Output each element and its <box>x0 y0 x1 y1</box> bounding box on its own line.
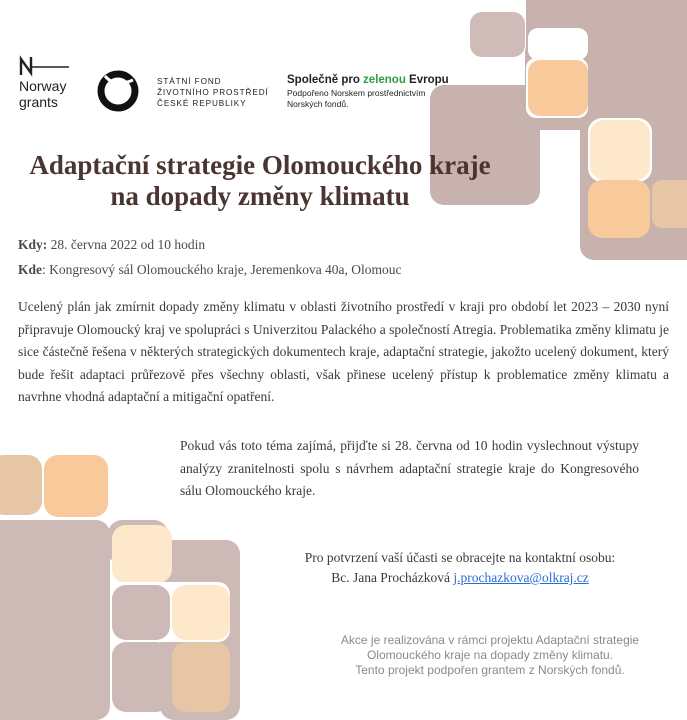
event-location-value: : Kongresový sál Olomouckého kraje, Jeremenkova 40a, Olomouc <box>42 262 402 277</box>
event-date-label: Kdy: <box>18 237 48 252</box>
event-location <box>18 262 402 278</box>
deco-square <box>0 455 42 515</box>
sfzp-text: STÁTNÍ FOND ŽIVOTNÍHO PROSTŘEDÍ ČESKÉ REPUBLIKY <box>157 77 269 108</box>
invitation-paragraph: Pokud vás toto téma zajímá, přijďte si 28. června od 10 hodin vyslechnout výstupy analýzy zranitelnosti spolu s návrhem adaptační strategie kraje do Kongresového sálu Olomouckého kraje. <box>180 438 639 498</box>
eea-title-part1: Společně pro <box>287 74 364 86</box>
norway-grants-icon <box>19 55 71 77</box>
footer-note: Akce je realizována v rámci projektu Adaptační strategie Olomouckého kraje na dopady změny klimatu. Tento projekt podpořen grantem z Norských fondů. <box>340 633 640 677</box>
deco-square <box>112 525 172 583</box>
contact-intro: Pro potvrzení vaší účasti se obracejte na kontaktní osobu: <box>304 550 616 565</box>
deco-square <box>172 585 230 640</box>
eea-subtitle: Podpořeno Norskem prostřednictvím Norských fondů. <box>287 88 426 109</box>
eea-title-green: zelenou <box>363 74 406 86</box>
deco-square <box>652 180 687 228</box>
deco-square <box>588 180 650 238</box>
deco-square <box>0 520 110 720</box>
deco-square <box>470 12 525 57</box>
event-date <box>18 237 205 253</box>
deco-square <box>112 642 170 712</box>
deco-square <box>528 60 588 116</box>
eea-title-part2: Evropu <box>405 74 449 86</box>
eea-logo <box>287 74 449 109</box>
deco-square <box>44 455 108 517</box>
contact-name: Bc. Jana Procházková <box>331 570 454 585</box>
sfzp-logo <box>95 68 269 119</box>
sfzp-ring-icon <box>95 68 141 114</box>
description-paragraph: Ucelený plán jak zmírnit dopady změny klimatu v oblasti životního prostředí v kraji pro období let 2023 – 2030 nyní připravuje Olomoucký kraj ve spolupráci s Univerzitou Palackého a společností Atregia. Problematika změny klimatu je sice částečně řešena v některých strategických dokumentech kraje, adaptační strategie, jakožto ucelený dokument, který bude řešit adaptaci průřezově přes všechny oblasti, však přinese ucelený přístup k problematice změny klimatu a navrhne vhodná adaptační a mitigační opatření. <box>18 299 669 404</box>
contact-block <box>250 548 670 588</box>
deco-square <box>112 585 170 640</box>
eea-title <box>287 74 449 86</box>
deco-square <box>590 120 650 180</box>
event-location-label: Kde <box>18 262 43 277</box>
norway-grants-logo <box>19 55 79 115</box>
contact-email-link[interactable]: j.prochazkova@olkraj.cz <box>453 570 589 585</box>
deco-square <box>528 28 588 60</box>
deco-square <box>172 642 230 712</box>
contact-line <box>250 568 670 588</box>
event-date-value: 28. června 2022 od 10 hodin <box>47 237 206 252</box>
norway-grants-text: Norway grants <box>19 78 67 110</box>
page-title: Adaptační strategie Olomouckého kraje na dopady změny klimatu <box>29 150 491 211</box>
